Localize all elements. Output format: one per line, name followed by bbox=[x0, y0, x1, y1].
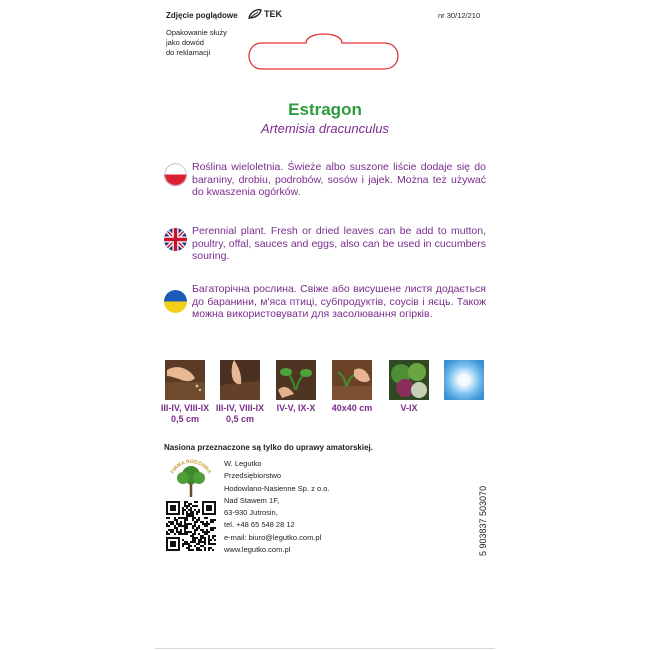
company-line: Przedsiębiorstwo bbox=[224, 471, 282, 481]
amateur-use-note: Nasiona przeznaczone są tylko do uprawy amatorskiej. bbox=[164, 443, 373, 452]
packet-bottom-edge bbox=[155, 648, 495, 649]
plant-spacing-icon bbox=[332, 360, 372, 400]
leaf-logo-icon bbox=[248, 9, 262, 19]
complaint-note-line: do reklamacji bbox=[166, 48, 211, 57]
poland-flag-icon bbox=[164, 163, 187, 186]
catalog-number: nr 30/12/210 bbox=[438, 11, 481, 20]
complaint-note-line: jako dowód bbox=[166, 38, 204, 47]
icon-label-depth: 0,5 cm bbox=[170, 414, 200, 424]
company-phone: tel. +48 65 548 28 12 bbox=[224, 520, 295, 530]
icon-label bbox=[324, 403, 380, 414]
badge-text: FIRMA RODZINNA bbox=[169, 459, 213, 475]
sun-exposure-icon bbox=[444, 360, 484, 400]
company-line: 63-930 Jutrosin, bbox=[224, 508, 278, 518]
brand-logo bbox=[248, 9, 282, 19]
logo-text: TEK bbox=[264, 9, 282, 19]
product-name: Estragon bbox=[288, 100, 362, 119]
sowing-soil-icon bbox=[220, 360, 260, 400]
company-website: www.legutko.com.pl bbox=[224, 545, 291, 555]
company-line: Nad Stawem 1F, bbox=[224, 495, 280, 505]
product-latin-name: Artemisia dracunculus bbox=[261, 121, 389, 136]
icon-label bbox=[270, 403, 322, 414]
description-en: Perennial plant. Fresh or dried leaves can be add to mutton, poultry, offal, sauces and eggs, also can be used in cucumbers souring. bbox=[192, 225, 486, 262]
complaint-note-line: Opakowanie służy bbox=[166, 28, 227, 37]
icon-label-period: V-IX bbox=[400, 403, 418, 413]
ukraine-flag-icon bbox=[164, 290, 187, 313]
sowing-hand-icon bbox=[165, 360, 205, 400]
uk-flag-icon bbox=[164, 228, 187, 251]
ean-number: 5 903837 503070 bbox=[478, 485, 488, 556]
complaint-note bbox=[166, 28, 256, 58]
icon-label-period: III-IV, VIII-IX bbox=[160, 403, 210, 413]
icon-label bbox=[385, 403, 433, 414]
seedling-transplant-icon bbox=[276, 360, 316, 400]
description-pl: Roślina wieloletnia. Świeże albo suszone liście dodaje się do baraniny, drobiu, podrobów, sosów i jajek. Można też używać do kwaszenia ogórków. bbox=[192, 161, 486, 198]
icon-label-period: III-IV, VIII-IX bbox=[215, 403, 265, 413]
icon-label bbox=[158, 403, 212, 425]
company-line: W. Legutko bbox=[224, 459, 262, 468]
icon-label-depth: 0,5 cm bbox=[225, 414, 255, 424]
company-address bbox=[224, 458, 329, 556]
icon-label-spacing: 40x40 cm bbox=[331, 403, 373, 413]
company-line: Hodowlano-Nasienne Sp. z o.o. bbox=[224, 483, 330, 493]
hanger-hole-outline bbox=[248, 29, 400, 71]
preview-note: Zdjęcie poglądowe bbox=[166, 11, 238, 20]
qr-code-icon bbox=[166, 501, 216, 551]
description-uk: Багаторічна рослина. Свіже або висушене листя додається до баранини, м'яса птиці, субпродуктів, соусів і яєць. Також можна використовувати для засолювання огірків. bbox=[192, 283, 486, 320]
harvest-icon bbox=[389, 360, 429, 400]
icon-label bbox=[212, 403, 268, 425]
company-email: e-mail: biuro@legutko.com.pl bbox=[224, 532, 322, 542]
barcode-icon bbox=[425, 442, 469, 554]
family-company-badge-icon bbox=[166, 459, 216, 499]
icon-label-period: IV-V, IX-X bbox=[276, 403, 316, 413]
